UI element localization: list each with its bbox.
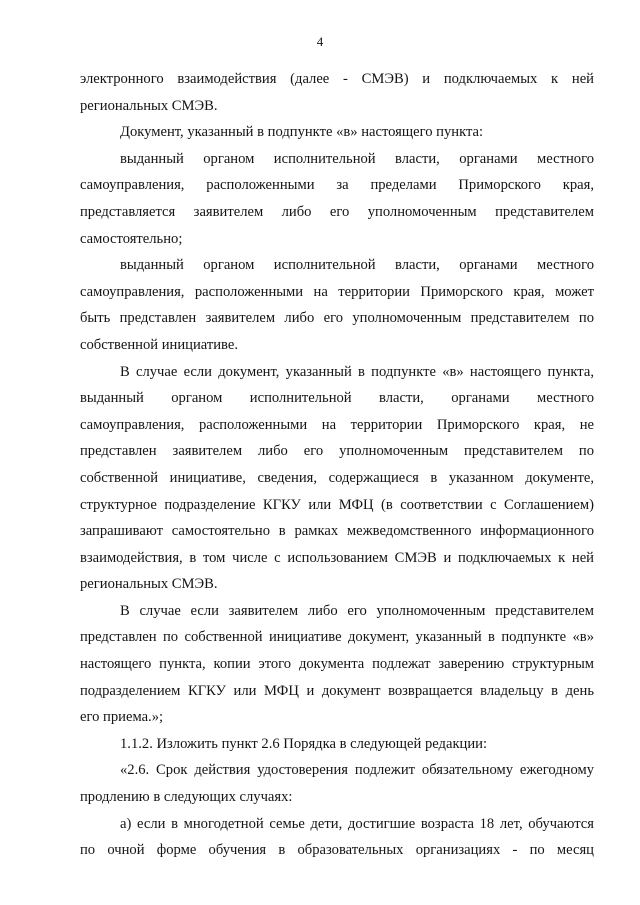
text-line: самоуправления, расположенными на территории Приморского края, может	[80, 283, 594, 300]
text-line: взаимодействия, в том числе с использованием СМЭВ и подключаемых к ней	[80, 549, 594, 566]
text-line: «2.6. Срок действия удостоверения подлежит обязательному ежегодному	[120, 762, 594, 779]
text-line: структурное подразделение КГКУ или МФЦ (в соответствии с Соглашением)	[80, 496, 594, 513]
text-line: самостоятельно;	[80, 230, 183, 247]
text-line: выданный органом исполнительной власти, органами местного	[120, 150, 594, 167]
text-line: самоуправления, расположенными за пределами Приморского края,	[80, 177, 594, 194]
text-line: электронного взаимодействия (далее - СМЭВ) и подключаемых к ней	[80, 71, 594, 87]
text-line: представлен заявителем либо его уполномоченным представителем по	[80, 443, 594, 460]
text-line: В случае если документ, указанный в подпункте «в» настоящего пункта,	[120, 363, 594, 380]
text-line: запрашивают самостоятельно в рамках межведомственного информационного	[80, 523, 594, 540]
text-line: продлению в следующих случаях:	[80, 789, 293, 806]
text-line: выданный органом исполнительной власти, органами местного	[120, 257, 594, 274]
text-line: его приема.»;	[80, 709, 164, 726]
text-line: собственной инициативе, сведения, содержащиеся в указанном документе,	[80, 469, 594, 486]
text-line: самоуправления, расположенными на территории Приморского края, не	[80, 416, 594, 433]
text-line: быть представлен заявителем либо его уполномоченным представителем по	[80, 310, 594, 327]
text-line: по очной форме обучения в образовательных организациях - по месяц	[80, 842, 594, 859]
text-line: собственной инициативе.	[80, 336, 238, 353]
text-line: представляется заявителем либо его уполномоченным представителем	[80, 203, 594, 220]
page-number: 4	[316, 34, 324, 49]
text-line: подразделением КГКУ или МФЦ и документ возвращается владельцу в день	[80, 682, 594, 699]
text-line: 1.1.2. Изложить пункт 2.6 Порядка в следующей редакции:	[120, 735, 488, 752]
text-line: настоящего пункта, копии этого документа подлежат заверению структурным	[80, 656, 594, 673]
text-line: региональных СМЭВ.	[80, 576, 218, 593]
text-line: а) если в многодетной семье дети, достигшие возраста 18 лет, обучаются	[120, 815, 594, 832]
text-line: Документ, указанный в подпункте «в» настоящего пункта:	[120, 124, 484, 141]
document-body	[80, 66, 594, 864]
text-line: представлен по собственной инициативе документ, указанный в подпункте «в»	[80, 629, 594, 646]
text-line: выданный органом исполнительной власти, органами местного	[80, 390, 594, 407]
text-line: региональных СМЭВ.	[80, 97, 218, 114]
text-line: В случае если заявителем либо его уполномоченным представителем	[120, 602, 594, 619]
